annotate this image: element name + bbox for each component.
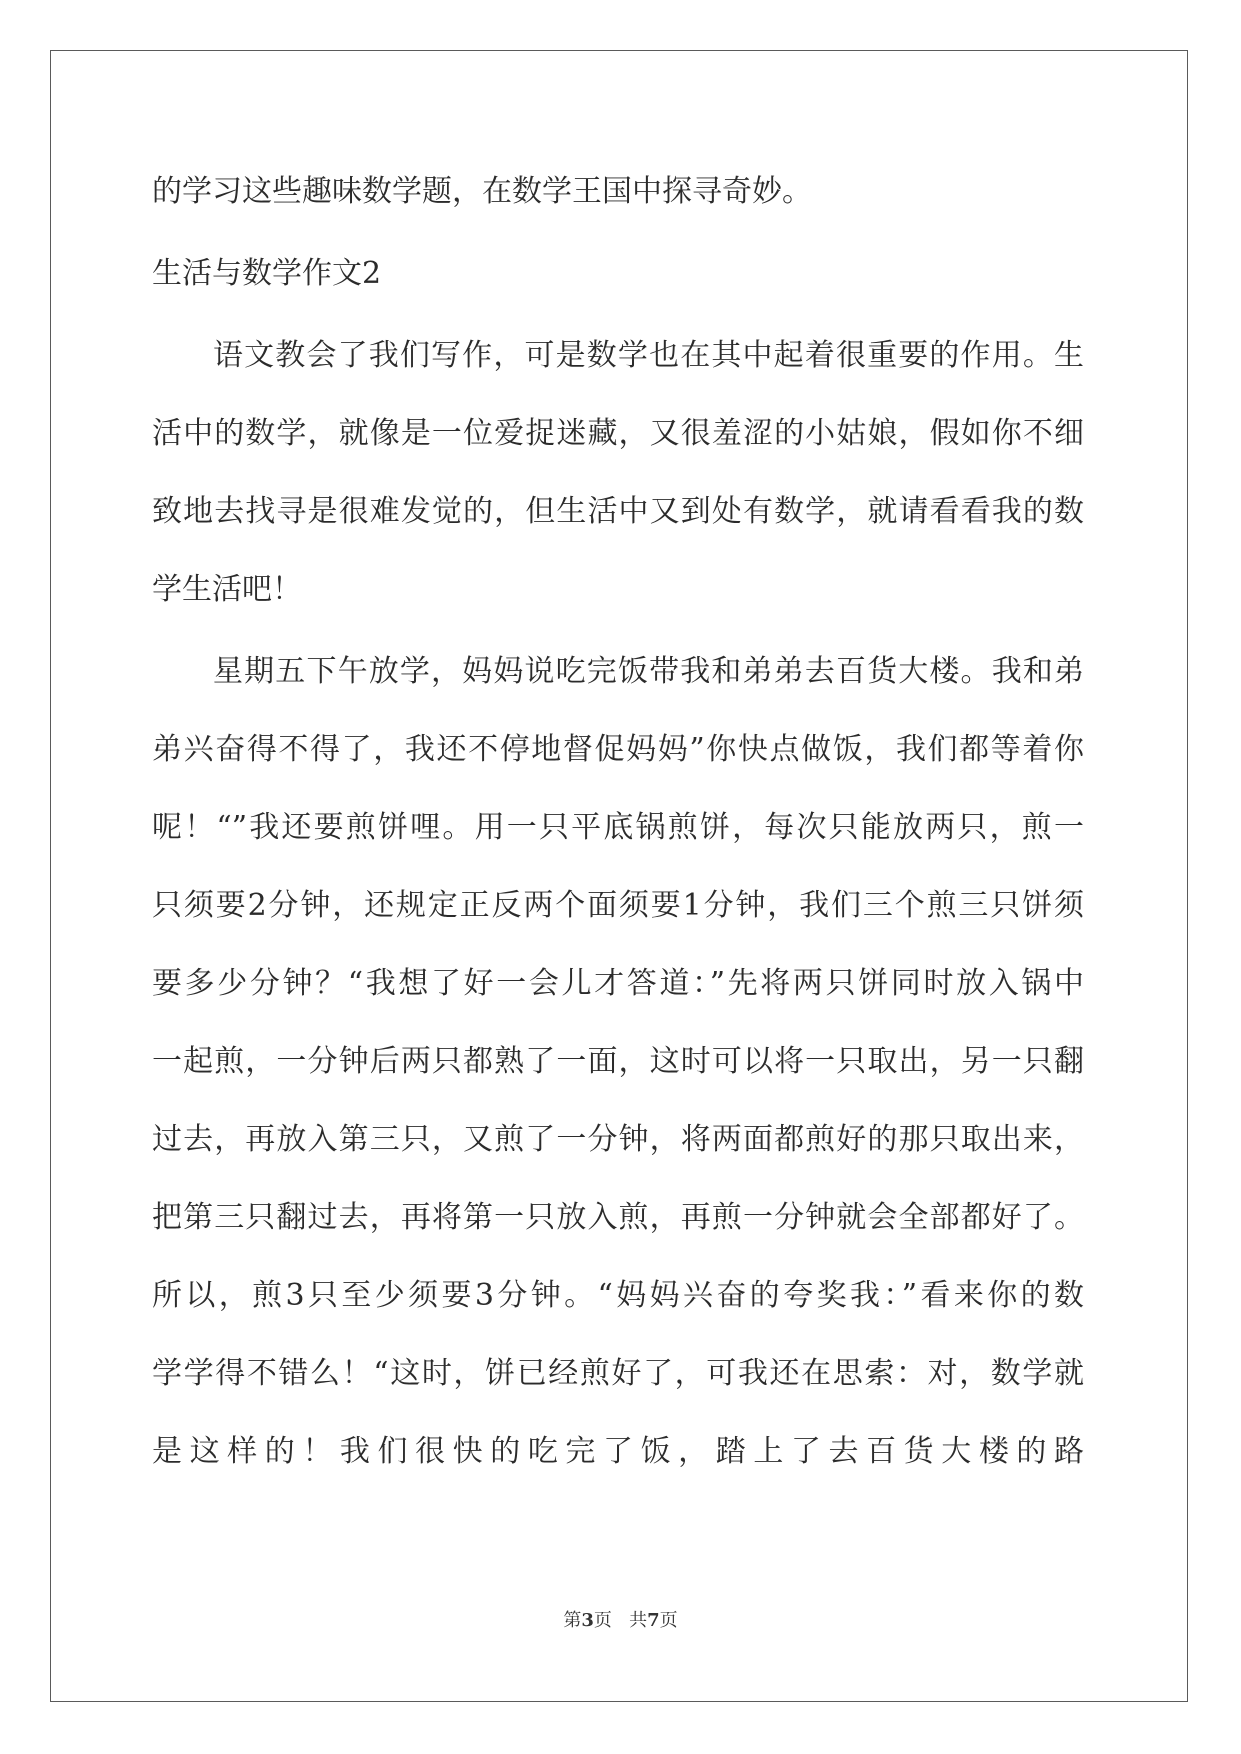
paragraph-1-line-2: 活中的数学，就像是一位爱捉迷藏，又很羞涩的小姑娘，假如你不细	[152, 416, 1084, 451]
paragraph-2-line-4: 只须要2分钟，还规定正反两个面须要1分钟，我们三个煎三只饼须	[152, 888, 1084, 923]
section-heading: 生活与数学作文2	[152, 256, 382, 291]
total-page-count: 7	[647, 1610, 660, 1631]
paragraph-2-line-11: 是这样的！我们很快的吃完了饭，踏上了去百货大楼的路	[152, 1434, 1084, 1469]
total-label-prefix: 共	[629, 1610, 648, 1631]
paragraph-2-line-10: 学学得不错么！“这时，饼已经煎好了，可我还在思索：对，数学就	[152, 1356, 1084, 1391]
paragraph-2-line-7: 过去，再放入第三只，又煎了一分钟，将两面都煎好的那只取出来，	[152, 1122, 1084, 1157]
paragraph-1-line-4: 学生活吧！	[152, 572, 302, 607]
total-label-suffix: 页	[659, 1610, 678, 1631]
paragraph-2-line-5: 要多少分钟？“我想了好一会儿才答道：”先将两只饼同时放入锅中	[152, 966, 1084, 1001]
paragraph-2-line-2: 弟兴奋得不得了，我还不停地督促妈妈”你快点做饭，我们都等着你	[152, 732, 1084, 767]
page-footer	[0, 1606, 1241, 1632]
paragraph-2-line-1: 星期五下午放学，妈妈说吃完饭带我和弟弟去百货大楼。我和弟	[213, 654, 1084, 689]
current-page-number: 3	[581, 1610, 594, 1631]
page-label-prefix: 第	[563, 1610, 582, 1631]
page-label-suffix: 页	[593, 1610, 612, 1631]
paragraph-1-line-1: 语文教会了我们写作，可是数学也在其中起着很重要的作用。生	[213, 338, 1084, 373]
text-line-continuation: 的学习这些趣味数学题，在数学王国中探寻奇妙。	[152, 174, 812, 209]
paragraph-2-line-8: 把第三只翻过去，再将第一只放入煎，再煎一分钟就会全部都好了。	[152, 1200, 1084, 1235]
paragraph-2-line-3: 呢！“”我还要煎饼哩。用一只平底锅煎饼，每次只能放两只，煎一	[152, 810, 1084, 845]
paragraph-2-line-6: 一起煎，一分钟后两只都熟了一面，这时可以将一只取出，另一只翻	[152, 1044, 1084, 1079]
paragraph-1-line-3: 致地去找寻是很难发觉的，但生活中又到处有数学，就请看看我的数	[152, 494, 1084, 529]
paragraph-2-line-9: 所以，煎3只至少须要3分钟。“妈妈兴奋的夸奖我：”看来你的数	[152, 1278, 1084, 1313]
